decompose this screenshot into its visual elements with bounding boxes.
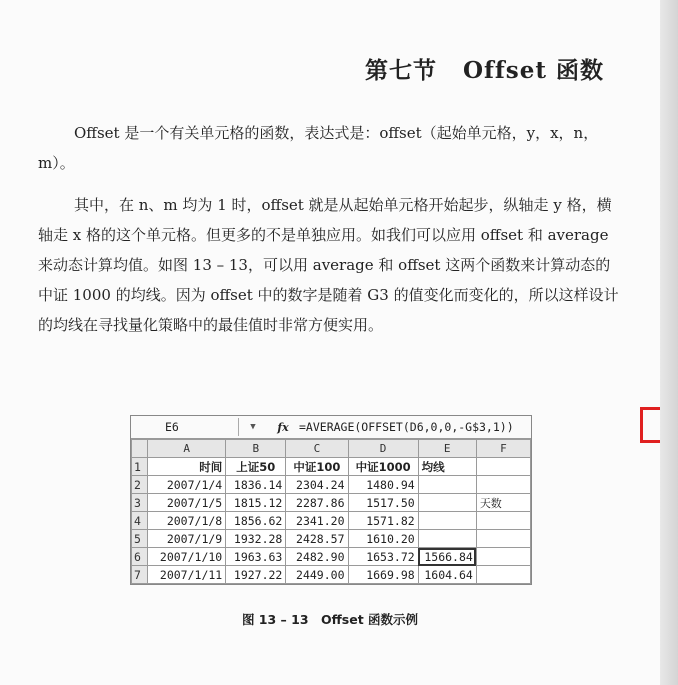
column-header: F bbox=[476, 440, 530, 458]
table-cell: 上证50 bbox=[226, 458, 286, 476]
table-cell bbox=[418, 476, 476, 494]
formula-text: =AVERAGE(OFFSET(D6,0,0,-G$3,1)) bbox=[299, 420, 514, 434]
table-cell: 1836.14 bbox=[226, 476, 286, 494]
table-row bbox=[132, 476, 531, 494]
table-cell: 2007/1/5 bbox=[148, 494, 226, 512]
chevron-down-icon: ▼ bbox=[250, 422, 256, 432]
table-cell: 2007/1/8 bbox=[148, 512, 226, 530]
table-cell: 1571.82 bbox=[348, 512, 418, 530]
table-cell: 1815.12 bbox=[226, 494, 286, 512]
table-cell bbox=[476, 512, 530, 530]
table-cell: 2007/1/11 bbox=[148, 566, 226, 584]
table-cell: 1927.22 bbox=[226, 566, 286, 584]
table-cell: 时间 bbox=[148, 458, 226, 476]
row-number: 4 bbox=[132, 512, 148, 530]
table-cell: 1963.63 bbox=[226, 548, 286, 566]
section-number: 第七节 bbox=[364, 57, 437, 84]
table-cell bbox=[418, 530, 476, 548]
table-cell: 2482.90 bbox=[286, 548, 348, 566]
row-number: 7 bbox=[132, 566, 148, 584]
row-number: 1 bbox=[132, 458, 148, 476]
column-header-row bbox=[132, 440, 531, 458]
table-cell: 1669.98 bbox=[348, 566, 418, 584]
table-cell: 2428.57 bbox=[286, 530, 348, 548]
table-row bbox=[132, 494, 531, 512]
table-cell bbox=[476, 476, 530, 494]
section-name: Offset 函数 bbox=[462, 57, 604, 84]
table-row bbox=[132, 566, 531, 584]
name-box: E6 bbox=[131, 418, 239, 436]
column-header: E bbox=[418, 440, 476, 458]
table-cell bbox=[476, 530, 530, 548]
table-row bbox=[132, 512, 531, 530]
cell-grid bbox=[131, 439, 531, 584]
table-cell bbox=[418, 494, 476, 512]
figure-caption: 图 13 – 13 Offset 函数示例 bbox=[241, 612, 419, 627]
paragraph-1: Offset 是一个有关单元格的函数，表达式是：offset（起始单元格，y，x，n，m）。 bbox=[38, 124, 599, 172]
table-row bbox=[132, 530, 531, 548]
table-cell: 1653.72 bbox=[348, 548, 418, 566]
table-cell: 2007/1/4 bbox=[148, 476, 226, 494]
selected-cell: 1566.84 bbox=[418, 548, 476, 566]
column-header: C bbox=[286, 440, 348, 458]
page-edge bbox=[660, 0, 678, 685]
table-cell: 中证100 bbox=[286, 458, 348, 476]
table-cell: 2449.00 bbox=[286, 566, 348, 584]
table-cell: 1856.62 bbox=[226, 512, 286, 530]
column-header: D bbox=[348, 440, 418, 458]
table-cell: 1604.64 bbox=[418, 566, 476, 584]
table-cell bbox=[476, 566, 530, 584]
row-number: 6 bbox=[132, 548, 148, 566]
spreadsheet-figure bbox=[130, 415, 532, 585]
section-title bbox=[365, 52, 604, 85]
table-cell: 2007/1/9 bbox=[148, 530, 226, 548]
table-cell: 2341.20 bbox=[286, 512, 348, 530]
corner-cell bbox=[132, 440, 148, 458]
column-header: B bbox=[226, 440, 286, 458]
table-cell: 均线 bbox=[418, 458, 476, 476]
table-cell: 2304.24 bbox=[286, 476, 348, 494]
paragraph-2: 其中，在 n、m 均为 1 时，offset 就是从起始单元格开始起步，纵轴走 y 格，横轴走 x 格的这个单元格。但更多的不是单独应用。如我们可以应用 offset 和 average 来动态计算均值。如图 13 – 13，可以用 average 和 offset 这两个函数来计算动态的中证 1000 的均线。因为 offset 中的数字是随着 G3 的值变化而变化的，所以这样设计的均线在寻找量化策略中的最佳值时非常方便实用。 bbox=[38, 196, 619, 334]
table-row bbox=[132, 458, 531, 476]
table-cell: 1480.94 bbox=[348, 476, 418, 494]
table-cell: 1517.50 bbox=[348, 494, 418, 512]
row-number: 5 bbox=[132, 530, 148, 548]
table-cell bbox=[476, 458, 530, 476]
row-number: 2 bbox=[132, 476, 148, 494]
fx-icon: fx bbox=[277, 420, 289, 434]
table-cell: 1610.20 bbox=[348, 530, 418, 548]
table-cell: 天数 bbox=[476, 494, 530, 512]
table-cell: 2007/1/10 bbox=[148, 548, 226, 566]
table-cell: 中证1000 bbox=[348, 458, 418, 476]
table-cell: 2287.86 bbox=[286, 494, 348, 512]
table-row bbox=[132, 548, 531, 566]
row-number: 3 bbox=[132, 494, 148, 512]
table-cell bbox=[476, 548, 530, 566]
table-cell bbox=[418, 512, 476, 530]
table-cell: 1932.28 bbox=[226, 530, 286, 548]
column-header: A bbox=[148, 440, 226, 458]
formula-bar bbox=[131, 416, 531, 439]
